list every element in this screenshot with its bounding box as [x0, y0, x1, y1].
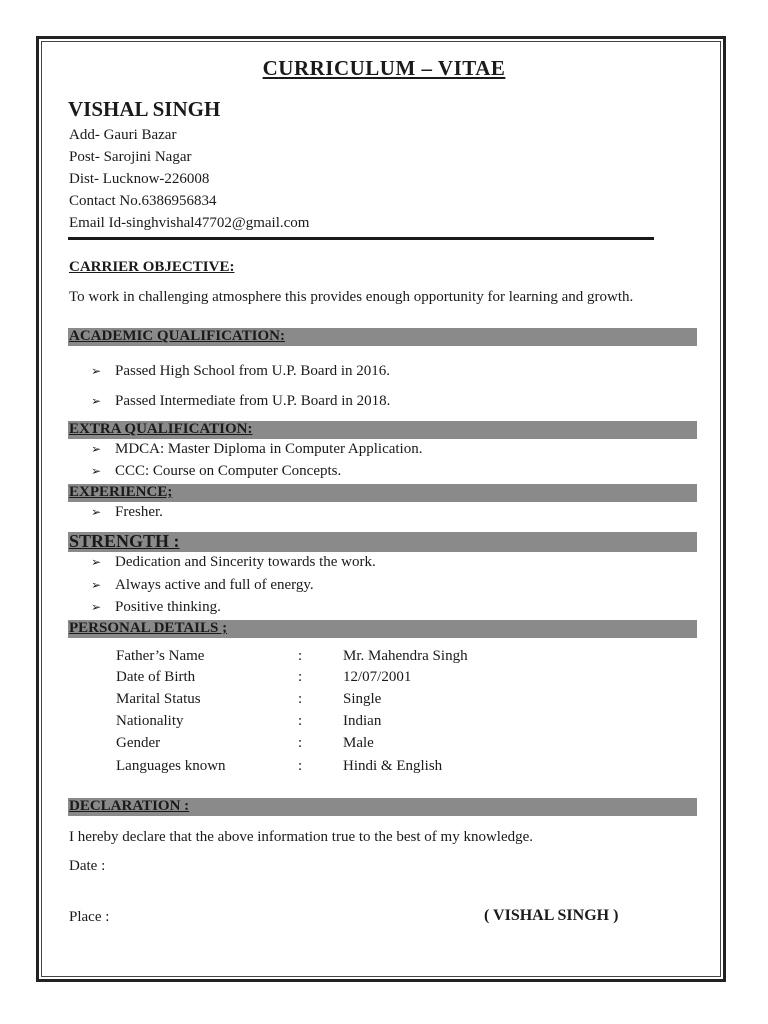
personal-field-label: Date of Birth: [116, 669, 196, 685]
personal-field-value: Mr. Mahendra Singh: [343, 648, 468, 664]
district-line: Dist- Lucknow-226008: [69, 171, 210, 187]
list-item: ➢ MDCA: Master Diploma in Computer Application.: [91, 441, 423, 457]
personal-field-label: Nationality: [116, 713, 184, 729]
contact-number: Contact No.6386956834: [69, 193, 217, 209]
list-item: ➢ Passed High School from U.P. Board in 2016.: [91, 363, 390, 379]
candidate-name: VISHAL SINGH: [68, 97, 221, 121]
date-label: Date :: [69, 858, 106, 874]
list-item: ➢ Dedication and Sincerity towards the work.: [91, 554, 376, 570]
arrow-bullet-icon: ➢: [91, 364, 102, 378]
address-line: Add- Gauri Bazar: [69, 127, 177, 143]
personal-field-value: 12/07/2001: [343, 669, 412, 685]
arrow-bullet-icon: ➢: [91, 442, 102, 456]
arrow-bullet-icon: ➢: [91, 578, 102, 592]
list-item: ➢ CCC: Course on Computer Concepts.: [91, 463, 342, 479]
objective-heading: CARRIER OBJECTIVE:: [69, 259, 235, 275]
personal-field-label: Marital Status: [116, 691, 201, 707]
document-title: CURRICULUM – VITAE: [262, 56, 506, 80]
strength-heading: STRENGTH :: [69, 531, 180, 551]
field-separator: :: [298, 691, 303, 707]
email-line: Email Id-singhvishal47702@gmail.com: [69, 215, 310, 231]
post-line: Post- Sarojini Nagar: [69, 149, 192, 165]
personal-field-value: Single: [343, 691, 382, 707]
personal-field-value: Male: [343, 735, 374, 751]
arrow-bullet-icon: ➢: [91, 505, 102, 519]
field-separator: :: [298, 758, 303, 774]
field-separator: :: [298, 713, 303, 729]
list-item: ➢ Passed Intermediate from U.P. Board in 2018.: [91, 393, 391, 409]
arrow-bullet-icon: ➢: [91, 394, 102, 408]
field-separator: :: [298, 735, 303, 751]
list-item: ➢ Always active and full of energy.: [91, 577, 314, 593]
field-separator: :: [298, 669, 303, 685]
personal-heading: PERSONAL DETAILS ;: [69, 620, 228, 636]
signature-name: ( VISHAL SINGH ): [484, 907, 619, 924]
place-label: Place :: [69, 909, 110, 925]
declaration-text: I hereby declare that the above information true to the best of my knowledge.: [69, 829, 534, 845]
arrow-bullet-icon: ➢: [91, 555, 102, 569]
experience-heading: EXPERIENCE;: [69, 484, 173, 500]
personal-field-label: Father’s Name: [116, 648, 205, 664]
list-item: ➢ Fresher.: [91, 504, 163, 520]
declaration-heading: DECLARATION :: [69, 798, 190, 814]
arrow-bullet-icon: ➢: [91, 600, 102, 614]
extra-heading: EXTRA QUALIFICATION:: [69, 421, 253, 437]
header-divider: [68, 237, 654, 240]
objective-text: To work in challenging atmosphere this provides enough opportunity for learning and growth.: [69, 289, 634, 305]
list-item: ➢ Positive thinking.: [91, 599, 221, 615]
arrow-bullet-icon: ➢: [91, 464, 102, 478]
personal-field-value: Indian: [343, 713, 382, 729]
field-separator: :: [298, 648, 303, 664]
personal-field-value: Hindi & English: [343, 758, 443, 774]
academic-heading: ACADEMIC QUALIFICATION:: [69, 328, 285, 344]
personal-field-label: Languages known: [116, 758, 226, 774]
personal-field-label: Gender: [116, 735, 161, 751]
